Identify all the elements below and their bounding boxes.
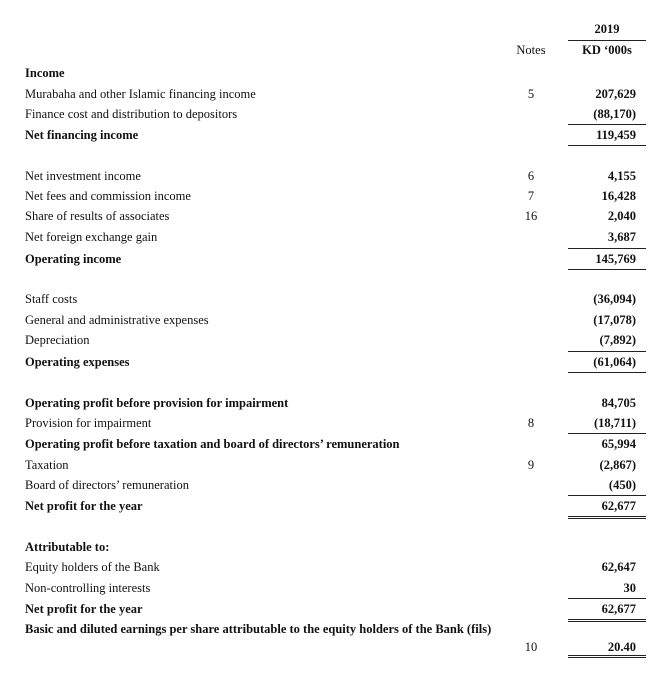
row-note: 10 [524,640,538,654]
row-value: (2,867) [599,458,636,472]
row-taxation [0,455,650,475]
section-income [0,63,650,83]
row-note: 9 [527,458,535,472]
row-value: 62,677 [601,499,636,513]
row-non-controlling [0,578,650,598]
row-staff-costs [0,289,650,309]
row-label: Basic and diluted earnings per share attributable to the equity holders of the Bank (fils) [25,622,492,636]
row-eps [0,621,650,655]
column-unit: KD ‘000s [582,43,632,57]
row-label: General and administrative expenses [25,313,209,327]
row-note: 8 [527,416,535,430]
row-profit-before-provision [0,393,650,413]
row-value: (18,711) [593,416,636,430]
row-profit-before-tax [0,434,650,454]
grand-total-rule [568,516,646,519]
row-label: Share of results of associates [25,209,170,223]
section-attributable [0,537,650,557]
header-rule [568,40,646,41]
row-label: Murabaha and other Islamic financing income [25,87,256,101]
row-share-associates [0,206,650,226]
row-label: Net profit for the year [25,602,143,616]
row-note: 6 [527,169,535,183]
row-value: 119,459 [596,128,636,142]
row-value: (7,892) [599,333,636,347]
row-value: 4,155 [607,169,636,183]
row-value: 30 [623,581,636,595]
row-label: Equity holders of the Bank [25,560,160,574]
total-rule [568,372,646,373]
row-depreciation [0,330,650,350]
row-value: 84,705 [601,396,636,410]
row-label: Net investment income [25,169,141,183]
grand-total-rule [568,655,646,658]
row-value: 16,428 [601,189,636,203]
row-value: 62,647 [601,560,636,574]
row-note: 16 [524,209,538,223]
row-value: (88,170) [593,107,636,121]
row-label: Provision for impairment [25,416,152,430]
row-operating-expenses [0,352,650,372]
row-value: (17,078) [593,313,636,327]
row-note: 7 [527,189,535,203]
row-value: 65,994 [601,437,636,451]
row-general-admin [0,310,650,330]
row-note: 5 [527,87,535,101]
row-label: Non-controlling interests [25,581,151,595]
row-net-investment-income [0,166,650,186]
row-label: Operating profit before provision for impairment [25,396,289,410]
column-year: 2019 [594,22,620,36]
row-value: (450) [608,478,636,492]
row-value: 20.40 [607,640,636,654]
row-net-profit [0,496,650,516]
row-label: Operating profit before taxation and board of directors’ remuneration [25,437,400,451]
row-value: (61,064) [593,355,636,369]
row-label: Income [25,66,65,80]
row-label: Depreciation [25,333,90,347]
row-net-financing-income [0,125,650,145]
row-board-remuneration [0,475,650,495]
row-value: 207,629 [595,87,636,101]
row-value: (36,094) [593,292,636,306]
row-label: Taxation [25,458,69,472]
row-murabaha-income [0,84,650,104]
row-label: Operating income [25,252,122,266]
column-notes: Notes [516,43,546,57]
row-value: 3,687 [607,230,636,244]
row-label: Finance cost and distribution to depositors [25,107,238,121]
row-label: Staff costs [25,292,78,306]
row-operating-income [0,249,650,269]
row-label: Net financing income [25,128,139,142]
row-label: Attributable to: [25,540,110,554]
row-label: Net profit for the year [25,499,143,513]
total-rule [568,269,646,270]
row-value: 62,677 [601,602,636,616]
row-finance-cost [0,104,650,124]
total-rule [568,145,646,146]
row-value: 145,769 [595,252,636,266]
row-label: Net foreign exchange gain [25,230,158,244]
row-provision-impairment [0,413,650,433]
row-label: Board of directors’ remuneration [25,478,189,492]
row-label: Operating expenses [25,355,130,369]
row-value: 2,040 [607,209,636,223]
row-net-profit-attributable [0,599,650,619]
row-label: Net fees and commission income [25,189,191,203]
row-fx-gain [0,227,650,247]
row-net-fees [0,186,650,206]
row-equity-holders [0,557,650,577]
